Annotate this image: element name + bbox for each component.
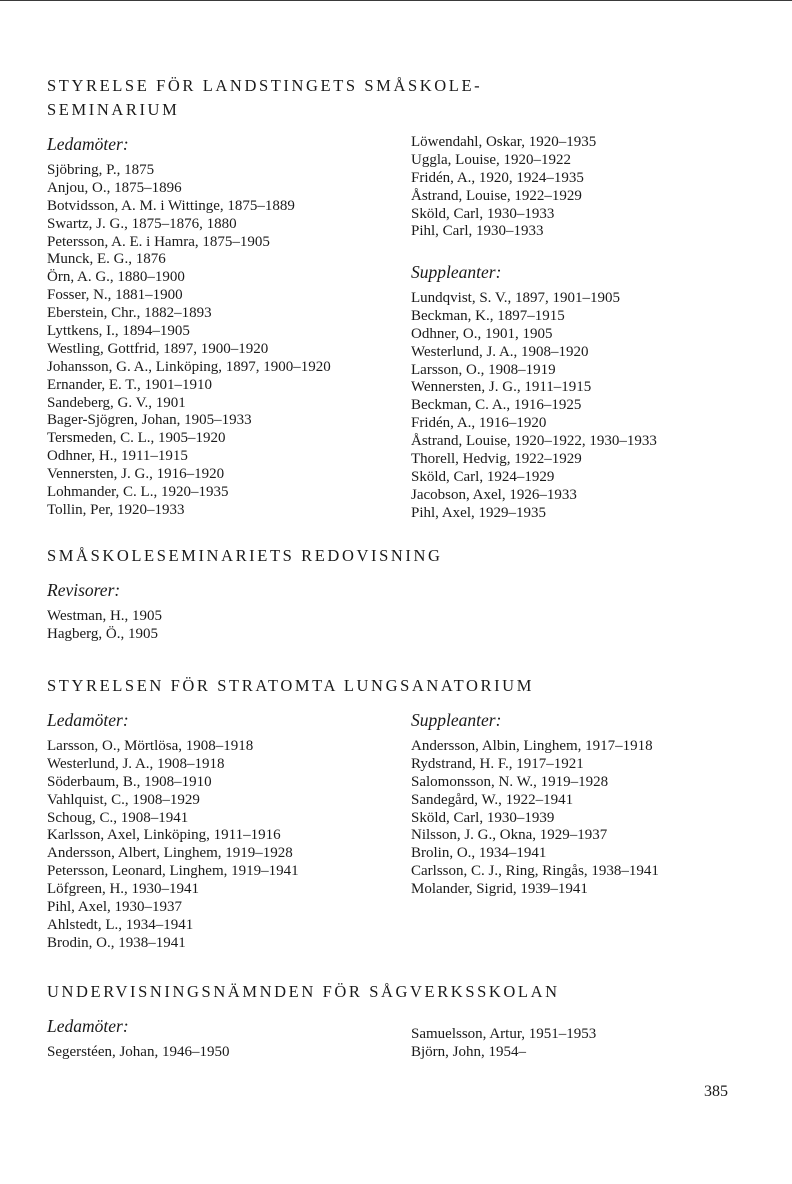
list-item: Lyttkens, I., 1894–1905 bbox=[47, 323, 190, 340]
list-item: Eberstein, Chr., 1882–1893 bbox=[47, 305, 212, 322]
revisorer-heading: Revisorer: bbox=[47, 580, 121, 600]
list-item: Petersson, Leonard, Linghem, 1919–1941 bbox=[47, 863, 299, 880]
suppleanter-list bbox=[411, 738, 659, 899]
list-item: Schoug, C., 1908–1941 bbox=[47, 809, 189, 826]
revisorer-list bbox=[47, 608, 162, 644]
list-item: Sköld, Carl, 1930–1933 bbox=[411, 205, 555, 222]
list-item: Vennersten, J. G., 1916–1920 bbox=[47, 466, 225, 483]
list-item: Samuelsson, Artur, 1951–1953 bbox=[411, 1026, 597, 1042]
list-item: Fridén, A., 1916–1920 bbox=[411, 415, 547, 432]
ledamoter-heading: Ledamöter: bbox=[47, 710, 129, 730]
list-item: Tersmeden, C. L., 1905–1920 bbox=[47, 430, 226, 447]
list-item: Andersson, Albert, Linghem, 1919–1928 bbox=[47, 845, 293, 862]
list-item: Thorell, Hedvig, 1922–1929 bbox=[411, 451, 582, 468]
section-title-smaskoleseminarium-line1: STYRELSE FÖR LANDSTINGETS SMÅSKOLE- bbox=[47, 76, 483, 95]
list-item: Björn, John, 1954– bbox=[411, 1043, 527, 1060]
list-item: Anjou, O., 1875–1896 bbox=[47, 179, 182, 196]
list-item: Ernander, E. T., 1901–1910 bbox=[47, 376, 213, 393]
list-item: Brodin, O., 1938–1941 bbox=[47, 934, 186, 951]
list-item: Sköld, Carl, 1924–1929 bbox=[411, 468, 555, 485]
list-item: Andersson, Albin, Linghem, 1917–1918 bbox=[411, 738, 653, 754]
list-item: Petersson, A. E. i Hamra, 1875–1905 bbox=[47, 233, 270, 250]
list-item: Fosser, N., 1881–1900 bbox=[47, 287, 183, 304]
section-title-redovisning: SMÅSKOLESEMINARIETS REDOVISNING bbox=[47, 546, 443, 565]
list-item: Sandegård, W., 1922–1941 bbox=[411, 791, 574, 808]
list-item: Åstrand, Louise, 1920–1922, 1930–1933 bbox=[411, 433, 657, 450]
list-item: Salomonsson, N. W., 1919–1928 bbox=[411, 773, 609, 790]
ledamoter-list-right bbox=[411, 1026, 596, 1062]
suppleanter-heading: Suppleanter: bbox=[411, 262, 502, 282]
list-item: Odhner, H., 1911–1915 bbox=[47, 448, 188, 465]
list-item: Carlsson, C. J., Ring, Ringås, 1938–1941 bbox=[411, 863, 659, 880]
list-item: Segerstéen, Johan, 1946–1950 bbox=[47, 1044, 230, 1060]
suppleanter-heading: Suppleanter: bbox=[411, 710, 502, 730]
list-item: Fridén, A., 1920, 1924–1935 bbox=[411, 169, 584, 186]
list-item: Odhner, O., 1901, 1905 bbox=[411, 325, 553, 342]
list-item: Westerlund, J. A., 1908–1920 bbox=[411, 343, 589, 360]
list-item: Munck, E. G., 1876 bbox=[47, 251, 166, 268]
list-item: Löwendahl, Oskar, 1920–1935 bbox=[411, 134, 597, 150]
section-title-sagverksskolan: UNDERVISNINGSNÄMNDEN FÖR SÅGVERKSSKOLAN bbox=[47, 982, 560, 1001]
list-item: Söderbaum, B., 1908–1910 bbox=[47, 773, 212, 790]
ledamoter-list-left bbox=[47, 162, 331, 520]
list-item: Uggla, Louise, 1920–1922 bbox=[411, 151, 571, 168]
list-item: Westerlund, J. A., 1908–1918 bbox=[47, 755, 225, 772]
section-title-smaskoleseminarium-line2: SEMINARIUM bbox=[47, 100, 180, 119]
list-item: Löfgreen, H., 1930–1941 bbox=[47, 881, 200, 898]
ledamoter-list-right bbox=[411, 134, 596, 241]
list-item: Sköld, Carl, 1930–1939 bbox=[411, 809, 555, 826]
list-item: Westman, H., 1905 bbox=[47, 608, 163, 624]
list-item: Bager-Sjögren, Johan, 1905–1933 bbox=[47, 412, 252, 429]
list-item: Larsson, O., Mörtlösa, 1908–1918 bbox=[47, 738, 254, 754]
section-title-lungsanatorium: STYRELSEN FÖR STRATOMTA LUNGSANATORIUM bbox=[47, 676, 534, 695]
list-item: Pihl, Axel, 1930–1937 bbox=[47, 899, 183, 916]
ledamoter-heading: Ledamöter: bbox=[47, 1016, 129, 1036]
list-item: Sjöbring, P., 1875 bbox=[47, 162, 155, 178]
list-item: Jacobson, Axel, 1926–1933 bbox=[411, 486, 577, 503]
suppleanter-list bbox=[411, 290, 657, 523]
list-item: Swartz, J. G., 1875–1876, 1880 bbox=[47, 215, 237, 232]
list-item: Lohmander, C. L., 1920–1935 bbox=[47, 484, 229, 501]
list-item: Karlsson, Axel, Linköping, 1911–1916 bbox=[47, 827, 281, 844]
list-item: Sandeberg, G. V., 1901 bbox=[47, 394, 186, 411]
list-item: Molander, Sigrid, 1939–1941 bbox=[411, 881, 588, 898]
list-item: Beckman, C. A., 1916–1925 bbox=[411, 397, 582, 414]
ledamoter-list-left bbox=[47, 1044, 229, 1062]
list-item: Ahlstedt, L., 1934–1941 bbox=[47, 916, 194, 933]
list-item: Beckman, K., 1897–1915 bbox=[411, 307, 565, 324]
list-item: Larsson, O., 1908–1919 bbox=[411, 361, 556, 378]
list-item: Wennersten, J. G., 1911–1915 bbox=[411, 379, 592, 396]
list-item: Brolin, O., 1934–1941 bbox=[411, 845, 547, 862]
top-border-line bbox=[0, 0, 792, 1]
list-item: Botvidsson, A. M. i Wittinge, 1875–1889 bbox=[47, 197, 295, 214]
ledamoter-heading: Ledamöter: bbox=[47, 134, 129, 154]
list-item: Westling, Gottfrid, 1897, 1900–1920 bbox=[47, 340, 269, 357]
list-item: Rydstrand, H. F., 1917–1921 bbox=[411, 755, 584, 772]
ledamoter-list-left bbox=[47, 738, 299, 953]
list-item: Nilsson, J. G., Okna, 1929–1937 bbox=[411, 827, 608, 844]
list-item: Tollin, Per, 1920–1933 bbox=[47, 501, 185, 518]
page-number: 385 bbox=[704, 1083, 728, 1100]
list-item: Åstrand, Louise, 1922–1929 bbox=[411, 187, 582, 204]
list-item: Hagberg, Ö., 1905 bbox=[47, 625, 158, 642]
list-item: Johansson, G. A., Linköping, 1897, 1900–1920 bbox=[47, 358, 331, 375]
list-item: Pihl, Axel, 1929–1935 bbox=[411, 504, 547, 521]
list-item: Vahlquist, C., 1908–1929 bbox=[47, 791, 200, 808]
list-item: Lundqvist, S. V., 1897, 1901–1905 bbox=[411, 290, 621, 306]
list-item: Örn, A. G., 1880–1900 bbox=[47, 269, 185, 286]
list-item: Pihl, Carl, 1930–1933 bbox=[411, 223, 544, 240]
